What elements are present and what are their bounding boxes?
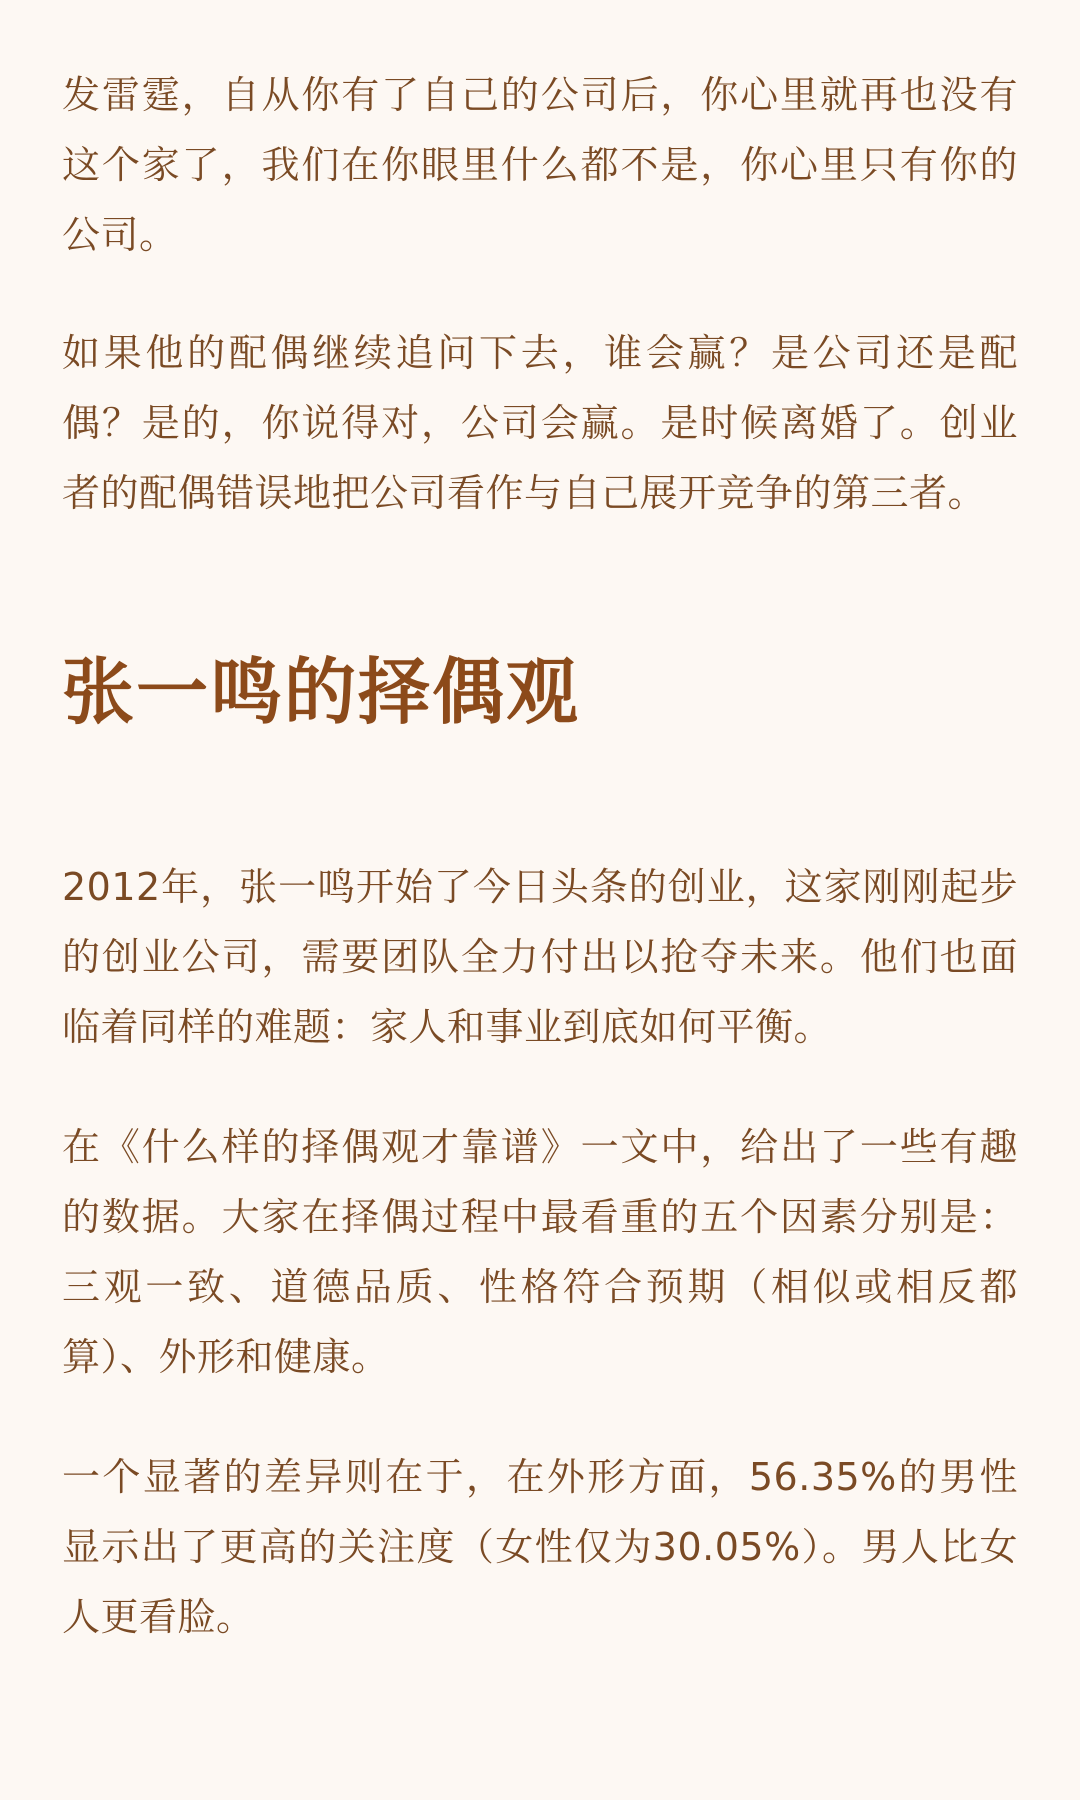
paragraph-toutiao-startup: 2012年，张一鸣开始了今日头条的创业，这家刚刚起步的创业公司，需要团队全力付出以抢夺未来。他们也面临着同样的难题：家人和事业到底如何平衡。 [62,865,1018,1049]
section-title: 张一鸣的择偶观 [62,650,581,734]
paragraph-home-conflict: 发雷霆，自从你有了自己的公司后，你心里就再也没有这个家了，我们在你眼里什么都不是，你心里只有你的公司。 [62,73,1018,257]
paragraph-appearance-difference: 一个显著的差异则在于，在外形方面，56.35%的男性显示出了更高的关注度（女性仅为30.05%）。男人比女人更看脸。 [62,1455,1018,1639]
paragraph-mate-selection-data: 在《什么样的择偶观才靠谱》一文中，给出了一些有趣的数据。大家在择偶过程中最看重的五个因素分别是：三观一致、道德品质、性格符合预期（相似或相反都算）、外形和健康。 [62,1125,1018,1379]
paragraph-spouse-vs-company: 如果他的配偶继续追问下去，谁会赢？是公司还是配偶？是的，你说得对，公司会赢。是时候离婚了。创业者的配偶错误地把公司看作与自己展开竞争的第三者。 [62,331,1018,515]
